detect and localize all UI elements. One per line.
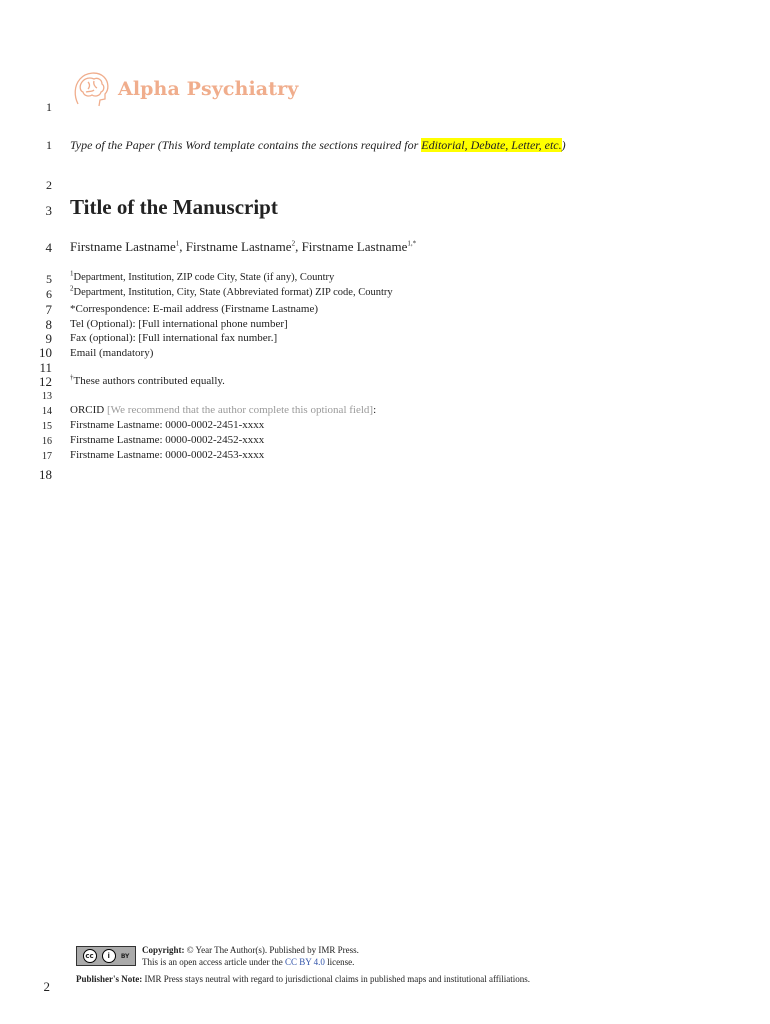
affiliation: $^2$Department, Institution, City, State (Abbreviated format) ZIP code, Country [70, 284, 393, 298]
line-number: 3 [45, 203, 52, 218]
cc-license-badge[interactable]: cc i BY [76, 946, 136, 966]
copyright-line: Copyright: © Year The Author(s). Published by IMR Press. [142, 945, 359, 955]
author-list: Firstname Lastname$^1$, Firstname Lastname$^2$, Firstname Lastname$^{1,*}$ [70, 239, 417, 254]
affiliation: $^1$Department, Institution, ZIP code City, State (if any), Country [70, 269, 335, 283]
line-number: 2 [46, 178, 52, 192]
line-number: 4 [45, 240, 52, 255]
journal-name: Alpha Psychiatry [118, 78, 299, 100]
line-number: 9 [45, 331, 52, 346]
brain-head-icon [68, 66, 114, 112]
orcid-entry: Firstname Lastname: 0000-0002-2453-xxxx [70, 449, 265, 461]
fax-line: Fax (optional): [Full international fax number.] [70, 332, 278, 344]
creative-commons-icon: cc [83, 949, 97, 963]
line-number: 7 [45, 302, 52, 317]
line-number: 8 [45, 317, 52, 332]
author-name: Firstname Lastname [185, 239, 292, 254]
line-number: 6 [46, 287, 52, 301]
line-number: 11 [39, 360, 52, 375]
publisher-note: Publisher's Note: IMR Press stays neutral with regard to jurisdictional claims in published maps and institutional affiliations. [76, 974, 531, 984]
orcid-entry: Firstname Lastname: 0000-0002-2451-xxxx [70, 419, 265, 431]
attribution-icon: i [102, 949, 116, 963]
copyright-block [142, 944, 359, 968]
line-number: 5 [46, 272, 52, 286]
orcid-hint: [We recommend that the author complete this optional field] [106, 404, 374, 416]
line-number: 17 [42, 451, 52, 462]
page-number: 2 [43, 979, 50, 994]
correspondence-line: *Correspondence: E-mail address (Firstname Lastname) [70, 303, 319, 315]
phone-line: Tel (Optional): [Full international phone number] [70, 318, 288, 330]
line-number: 10 [39, 345, 52, 360]
email-line: Email (mandatory) [70, 347, 154, 359]
license-link[interactable]: CC BY 4.0 [284, 957, 325, 967]
paper-type-line: Type of the Paper (This Word template contains the sections required for Editorial, Debate, Letter, etc.) [70, 138, 566, 152]
line-number: 18 [39, 467, 52, 482]
line-number: 15 [42, 421, 52, 432]
line-number: 12 [39, 374, 52, 389]
journal-logo [68, 66, 298, 112]
equal-contribution-note: †These authors contributed equally. [70, 373, 225, 387]
line-number: 14 [42, 406, 52, 417]
manuscript-title: Title of the Manuscript [70, 195, 278, 219]
line-number: 16 [42, 436, 52, 447]
line-number: 1 [46, 138, 52, 152]
orcid-heading: ORCID [We recommend that the author complete this optional field]: [70, 404, 377, 416]
author-name: Firstname Lastname [301, 239, 408, 254]
highlighted-text: Editorial, Debate, Letter, etc. [421, 138, 562, 152]
license-line: This is an open access article under the CC BY 4.0 license. [142, 957, 355, 967]
line-number: 13 [42, 391, 52, 402]
orcid-entry: Firstname Lastname: 0000-0002-2452-xxxx [70, 434, 265, 446]
author-name: Firstname Lastname [70, 239, 176, 254]
line-number: 1 [46, 100, 52, 114]
